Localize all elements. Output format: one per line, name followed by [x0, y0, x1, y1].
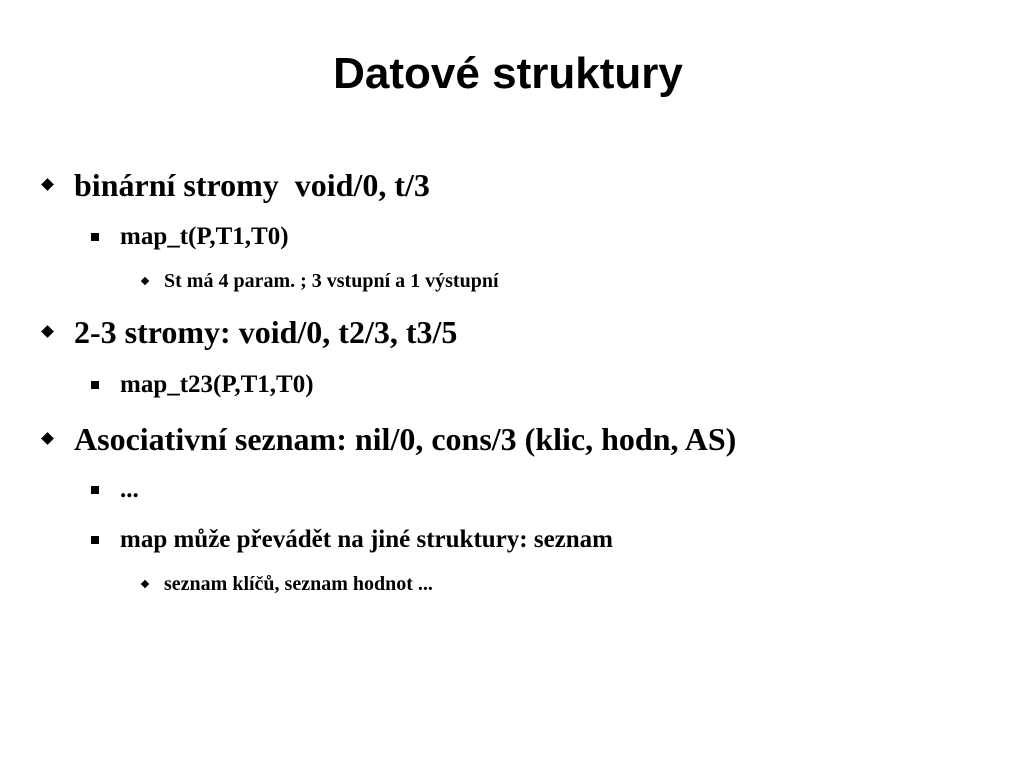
- bullet-item-level-3: seznam klíčů, seznam hodnot ...: [164, 573, 433, 595]
- bullet-item-level-1: binární stromy void/0, t/3: [74, 167, 430, 203]
- diamond-bullet-icon: [41, 432, 54, 445]
- square-bullet-icon: [91, 536, 99, 544]
- square-bullet-icon: [91, 381, 99, 389]
- diamond-bullet-icon: [141, 580, 149, 588]
- square-bullet-icon: [91, 486, 99, 494]
- square-bullet-icon: [91, 233, 99, 241]
- bullet-item-level-3: St má 4 param. ; 3 vstupní a 1 výstupní: [164, 270, 499, 292]
- bullet-item-level-2: map může převádět na jiné struktury: seznam: [120, 526, 614, 553]
- bullet-item-level-1: 2-3 stromy: void/0, t2/3, t3/5: [74, 314, 458, 350]
- bullet-item-level-2: ...: [120, 476, 139, 503]
- slide-title: Datové struktury: [333, 49, 683, 98]
- bullet-item-level-1: Asociativní seznam: nil/0, cons/3 (klic, hodn, AS): [74, 421, 737, 457]
- bullet-item-level-2: map_t23(P,T1,T0): [120, 371, 314, 398]
- diamond-bullet-icon: [41, 325, 54, 338]
- diamond-bullet-icon: [141, 277, 149, 285]
- bullet-item-level-2: map_t(P,T1,T0): [120, 223, 289, 250]
- diamond-bullet-icon: [41, 178, 54, 191]
